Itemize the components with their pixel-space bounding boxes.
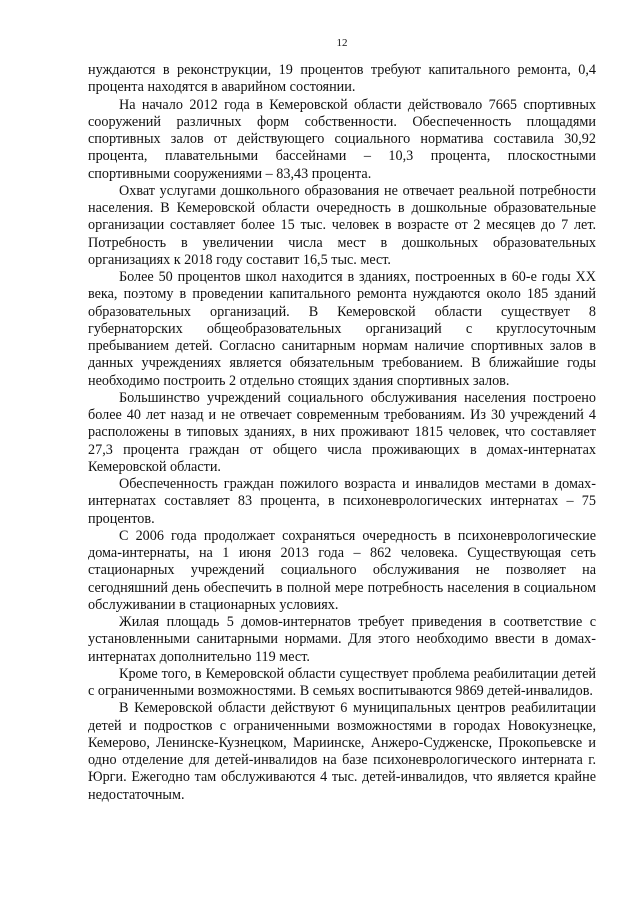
document-page [88, 36, 596, 804]
document-body [88, 62, 596, 804]
paragraph-living-space: Жилая площадь 5 домов-интернатов требует приведения в соответствие с установленными санитарными нормами. Для этого необходимо ввести в домах-интернатах дополнительно 119 мест. [88, 614, 596, 665]
paragraph-sports-facilities: На начало 2012 года в Кемеровской области действовало 7665 спортивных сооружений различных форм собственности. Обеспеченность площадями спортивных залов от действующего социального норматива составила 30,92 процента, плавательными бассейнами – 10,3 процента, плоскостными спортивными сооружениями – 83,43 процента. [88, 96, 596, 182]
paragraph-social-service-institutions: Большинство учреждений социального обслуживания населения построено более 40 лет назад и не отвечает современным требованиям. Из 30 учреждений 4 расположены в типовых зданиях, в них проживают 1815 человек, что составляет 27,3 процента граждан от общего числа проживающих в домах-интернатах Кемеровской области. [88, 389, 596, 475]
paragraph-continuation: нуждаются в реконструкции, 19 процентов требуют капитального ремонта, 0,4 процента находятся в аварийном состоянии. [88, 62, 596, 96]
paragraph-child-rehabilitation: Кроме того, в Кемеровской области существует проблема реабилитации детей с ограниченными возможностями. В семьях воспитываются 9869 детей-инвалидов. [88, 665, 596, 699]
page-number: 12 [336, 37, 348, 49]
paragraph-waiting-list: С 2006 года продолжает сохраняться очередность в психоневрологические дома-интернаты, на 1 июня 2013 года – 862 человека. Существующая сеть стационарных учреждений социального обслуживания не позволяет на сегодняшний день обеспечить в полной мере потребность населения в социальном обслуживании в стационарных условиях. [88, 527, 596, 613]
paragraph-school-buildings: Более 50 процентов школ находится в зданиях, построенных в 60-е годы XX века, поэтому в проведении капитального ремонта нуждаются около 185 зданий образовательных организаций. В Кемеровской области существует 8 губернаторских общеобразовательных организаций с круглосуточным пребыванием детей. Согласно санитарным нормам наличие спортивных залов в данных учреждениях является обязательным требованием. В ближайшие годы необходимо построить 2 отдельно стоящих здания спортивных залов. [88, 269, 596, 389]
paragraph-boarding-home-provision: Обеспеченность граждан пожилого возраста и инвалидов местами в домах-интернатах составляет 83 процента, в психоневрологических интернатах – 75 процентов. [88, 476, 596, 527]
paragraph-rehabilitation-centers: В Кемеровской области действуют 6 муниципальных центров реабилитации детей и подростков с ограниченными возможностями в городах Новокузнецке, Кемерово, Ленинске-Кузнецком, Мариинске, Анжеро-Судженске, Прокопьевске и одно отделение для детей-инвалидов на базе психоневрологического интерната г. Юрги. Ежегодно там обслуживаются 4 тыс. детей-инвалидов, что является крайне недостаточным. [88, 700, 596, 803]
paragraph-preschool-education: Охват услугами дошкольного образования не отвечает реальной потребности населения. В Кемеровской области очередность в дошкольные образовательные организации составляет более 15 тыс. человек в возрасте от 2 месяцев до 7 лет. Потребность в увеличении числа мест в дошкольных образовательных организациях к 2018 году составит 16,5 тыс. мест. [88, 182, 596, 268]
